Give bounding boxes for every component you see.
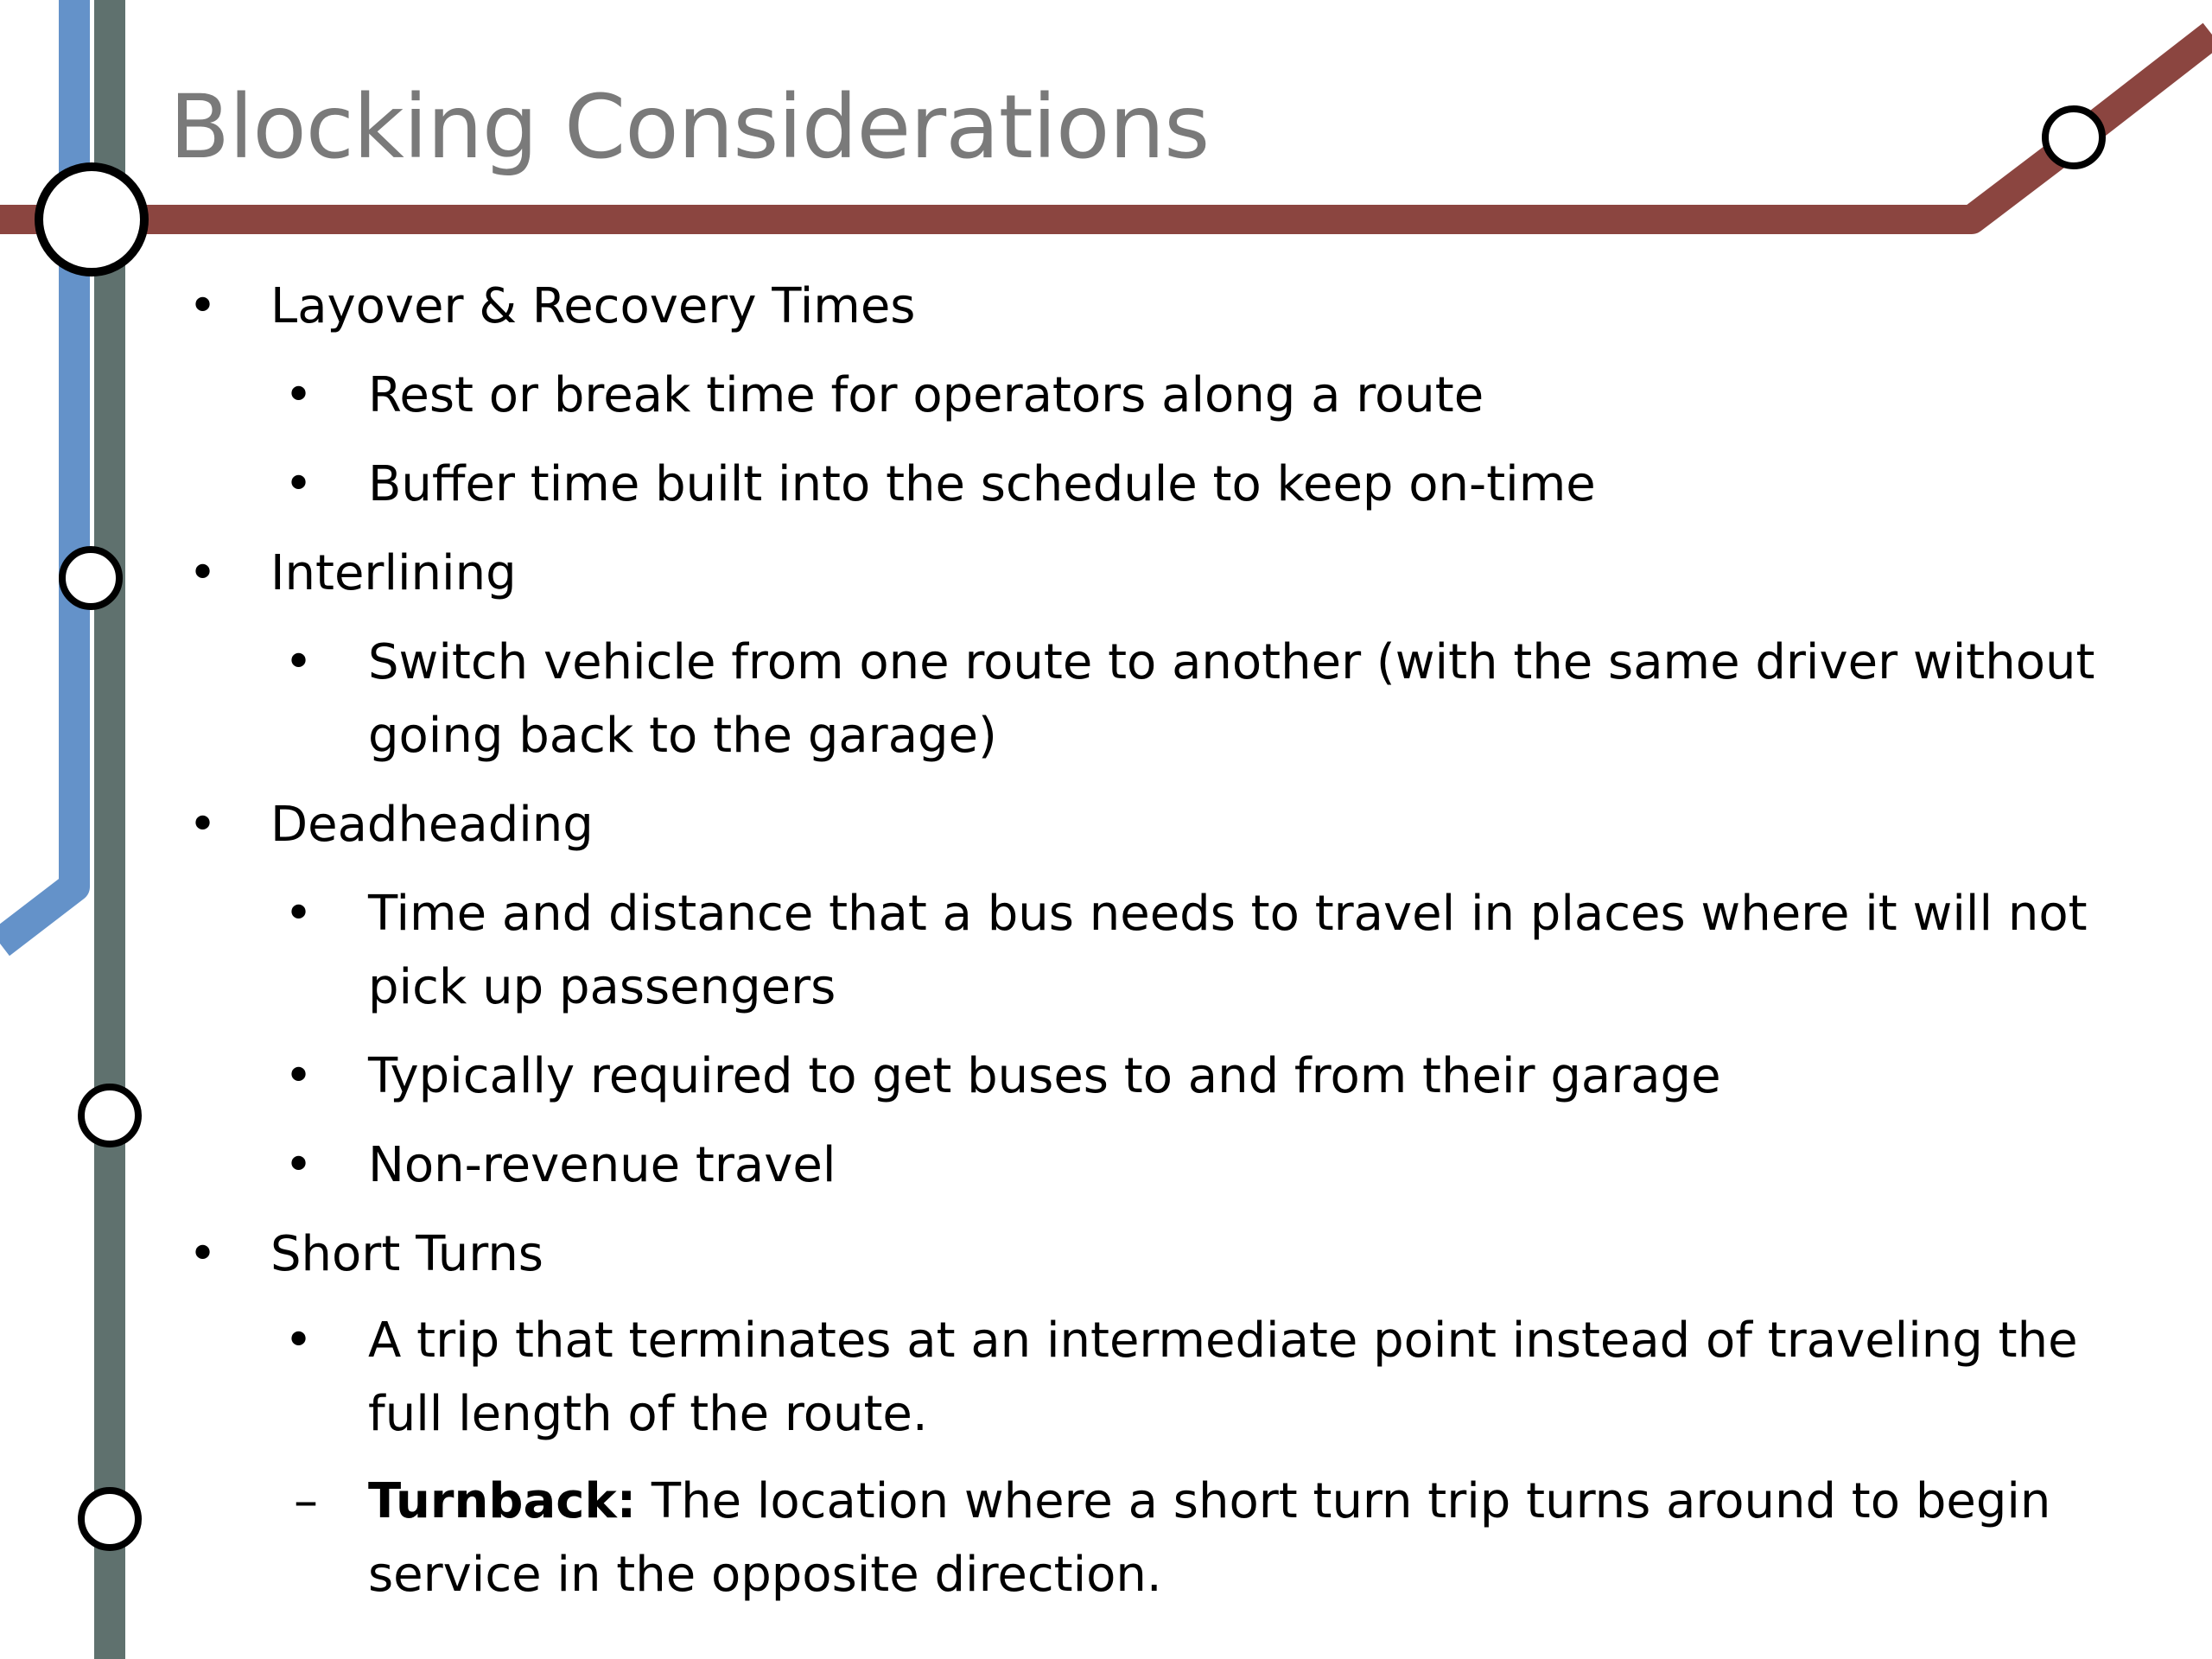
- bullet-icon: •: [284, 456, 314, 512]
- bullet-icon: •: [284, 634, 314, 690]
- list-item-layover: Layover & Recovery Times: [270, 278, 916, 334]
- bullet-icon: •: [188, 278, 218, 334]
- list-subitem-non-revenue: Non-revenue travel: [368, 1137, 836, 1193]
- slide-title: Blocking Considerations: [169, 76, 1210, 179]
- list-subitem-garage: Typically required to get buses to and from their garage: [368, 1048, 1721, 1104]
- bullet-icon: •: [188, 1226, 218, 1282]
- list-subitem-turnback: [368, 1465, 2157, 1611]
- bullet-icon: •: [188, 797, 218, 853]
- turnback-term: Turnback:: [368, 1473, 637, 1529]
- list-subitem-switch-vehicle: Switch vehicle from one route to another (with the same driver without going back to the garage): [368, 634, 2095, 764]
- list-item-short-turns: Short Turns: [270, 1226, 543, 1282]
- list-item-interlining: Interlining: [270, 545, 517, 601]
- bullet-icon: •: [284, 367, 314, 423]
- bullet-icon: •: [188, 545, 218, 601]
- turnback-definition: The location where a short turn trip turns around to begin service in the opposite direction.: [368, 1473, 2051, 1603]
- dash-icon: –: [294, 1473, 318, 1529]
- bullet-icon: •: [284, 1137, 314, 1193]
- bullet-icon: •: [284, 1313, 314, 1369]
- list-item-deadheading: Deadheading: [270, 797, 594, 853]
- list-subitem-rest-time: Rest or break time for operators along a route: [368, 367, 1484, 423]
- bullet-icon: •: [284, 1048, 314, 1104]
- list-subitem-terminates: A trip that terminates at an intermediate point instead of traveling the full length of the route.: [368, 1313, 2078, 1442]
- bullet-icon: •: [284, 886, 314, 942]
- list-subitem-time-distance: Time and distance that a bus needs to travel in places where it will not pick up passengers: [368, 886, 2088, 1015]
- list-subitem-buffer-time: Buffer time built into the schedule to keep on-time: [368, 456, 1596, 512]
